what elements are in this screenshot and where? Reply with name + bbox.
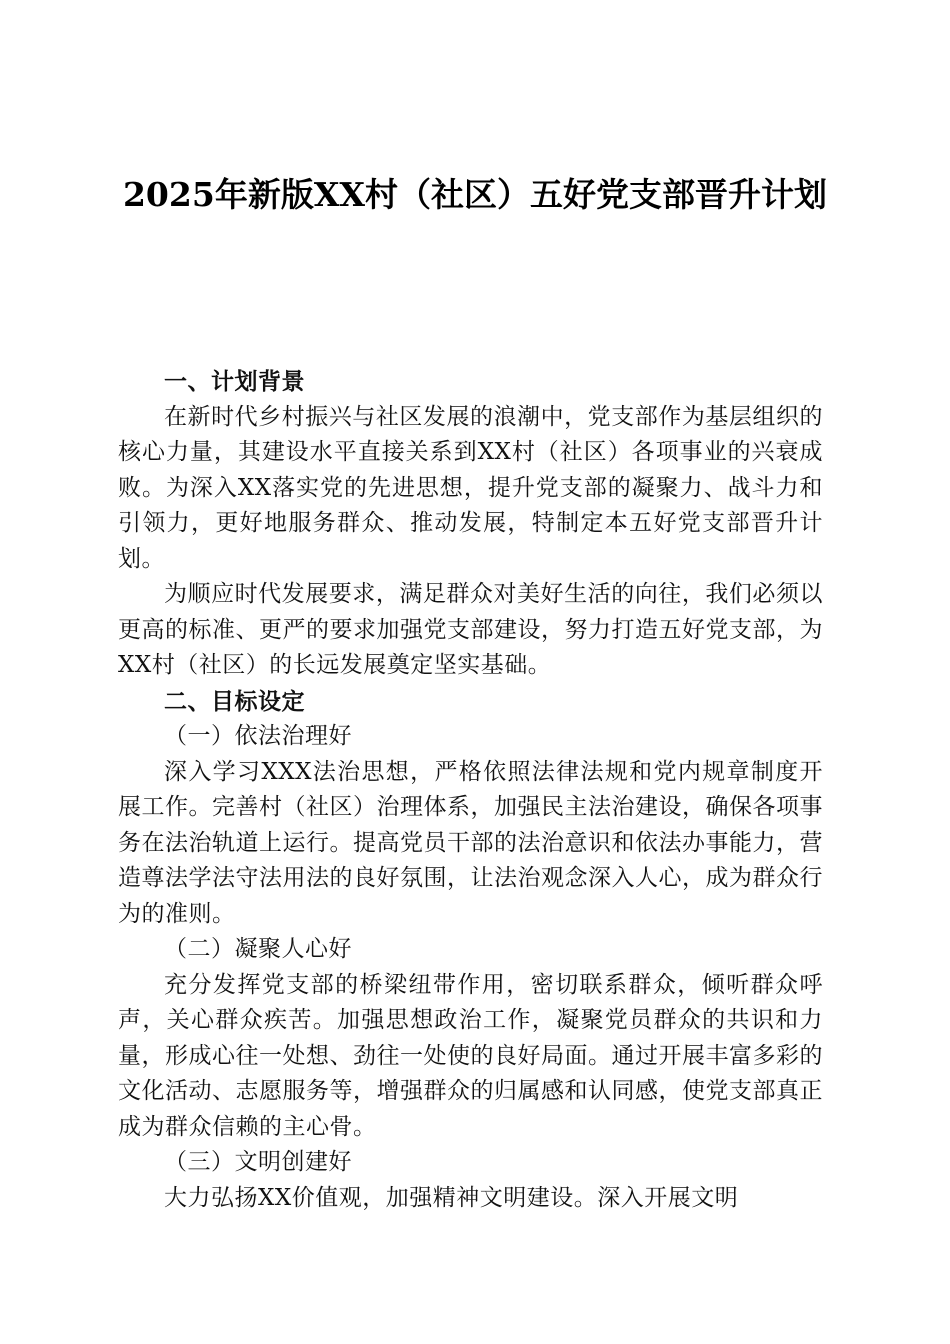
- paragraph-civilization: 大力弘扬XX价值观，加强精神文明建设。深入开展文明: [164, 1184, 739, 1211]
- subsection-heading-rule-of-law: （一）依法治理好: [164, 723, 352, 749]
- paragraph-cohesion: 充分发挥党支部的桥梁纽带作用，密切联系群众，倾听群众呼声，关心群众疾苦。加强思想政治工作，凝聚党员群众的共识和力量，形成心往一处想、劲往一处使的良好局面。通过开展丰富多彩的文化活动、志愿服务等，增强群众的归属感和认同感，使党支部真正成为群众信赖的主心骨。: [118, 971, 823, 1140]
- section-heading-goals: 二、目标设定: [164, 687, 305, 715]
- document-title: 2025年新版XX村（社区）五好党支部晋升计划: [122, 175, 828, 214]
- subsection-heading-cohesion: （二）凝聚人心好: [164, 936, 352, 962]
- section-heading-background: 一、计划背景: [164, 368, 305, 395]
- paragraph-background-2: 为顺应时代发展要求，满足群众对美好生活的向往，我们必须以更高的标准、更严的要求加强党支部建设，努力打造五好党支部，为XX村（社区）的长远发展奠定坚实基础。: [118, 581, 823, 678]
- document-body: [118, 364, 823, 1216]
- subsection-heading-civilization: （三）文明创建好: [164, 1149, 352, 1175]
- paragraph-background-1: 在新时代乡村振兴与社区发展的浪潮中，党支部作为基层组织的核心力量，其建设水平直接关系到XX村（社区）各项事业的兴衰成败。为深入XX落实党的先进思想，提升党支部的凝聚力、战斗力和引领力，更好地服务群众、推动发展，特制定本五好党支部晋升计划。: [118, 403, 823, 572]
- paragraph-rule-of-law: 深入学习XXX法治思想，严格依照法律法规和党内规章制度开展工作。完善村（社区）治理体系，加强民主法治建设，确保各项事务在法治轨道上运行。提高党员干部的法治意识和依法办事能力，营造尊法学法守法用法的良好氛围，让法治观念深入人心，成为群众行为的准则。: [118, 758, 823, 927]
